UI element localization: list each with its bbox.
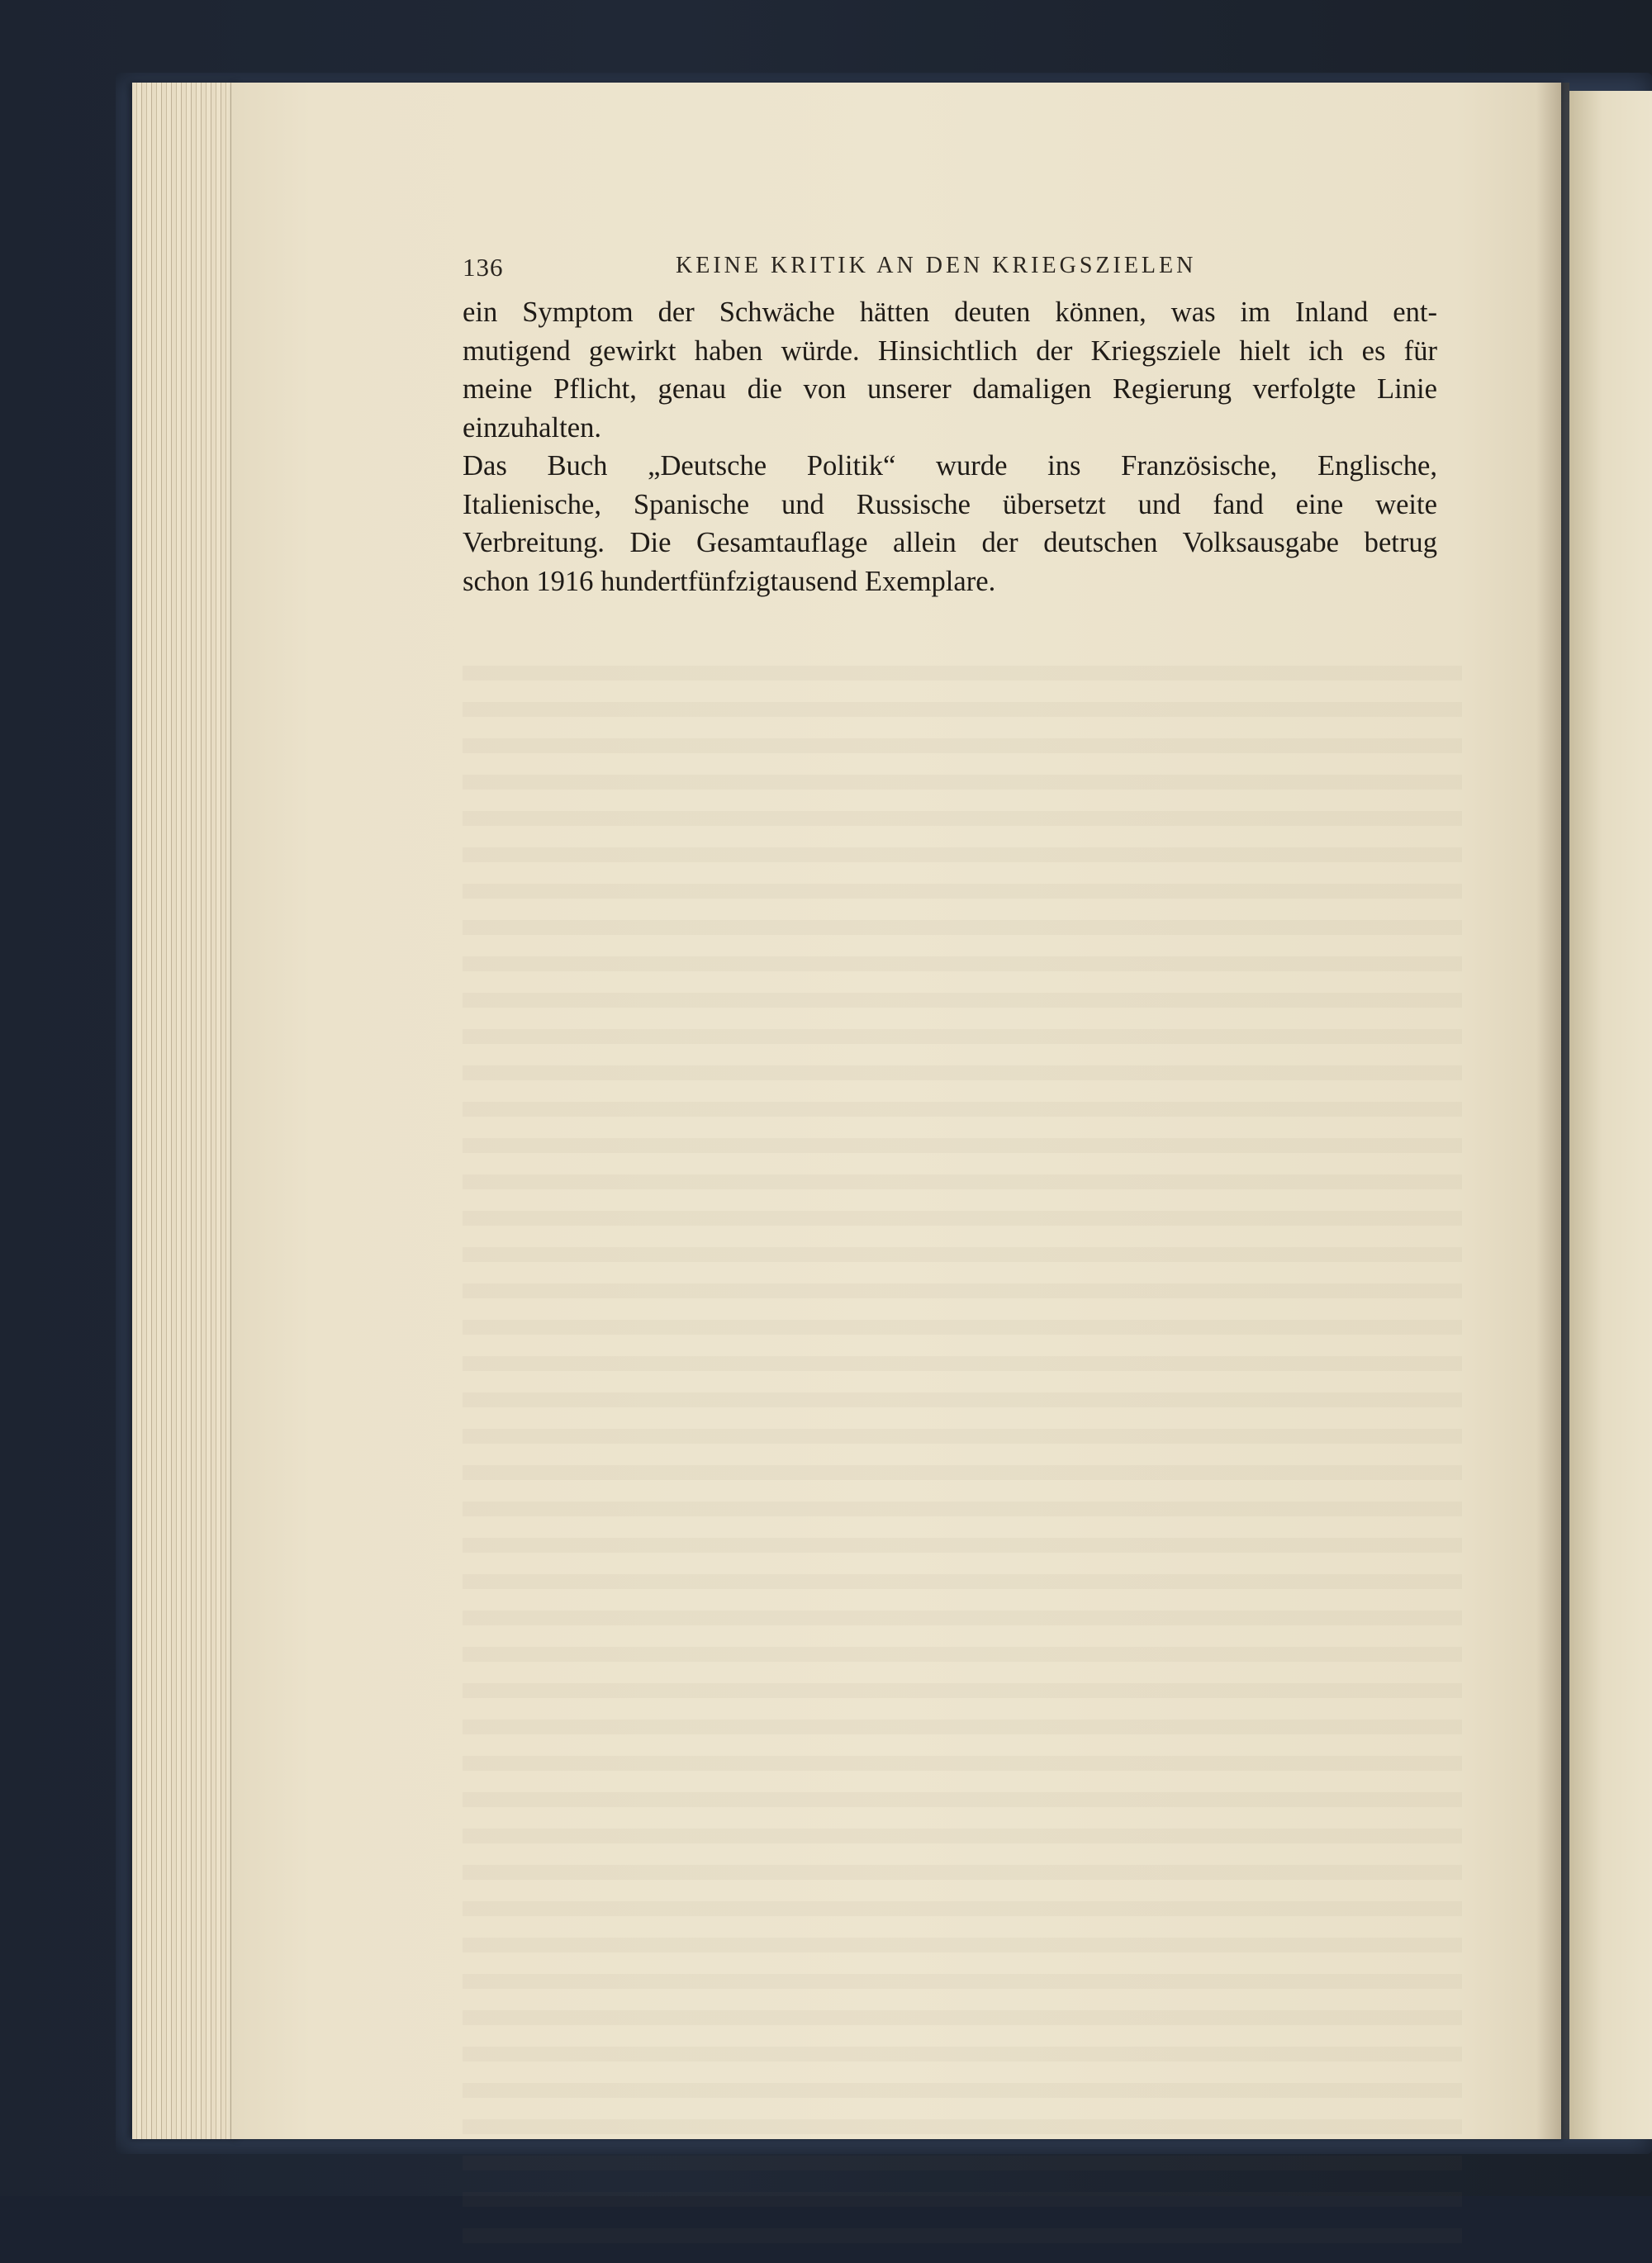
text-line: Italienische, Spanische und Russische übersetzt und fand eine weite [463,488,1437,520]
page-edges [132,83,240,2139]
text-line: schon 1916 hundertfünfzigtausend Exemplare. [463,565,996,597]
paragraph [463,293,1437,447]
gutter-shadow [1536,83,1569,2139]
text-line: ein Symptom der Schwäche hätten deuten können, was im Inland ent- [463,297,1437,328]
paragraph [463,447,1437,600]
show-through-texture [463,644,1462,2263]
text-line: Verbreitung. Die Gesamtauflage allein der deutschen Volksausgabe betrug [463,527,1437,558]
running-head [463,253,1462,286]
body-text [463,293,1437,600]
page-number: 136 [463,253,504,282]
text-line: mutigend gewirkt haben würde. Hinsichtlich der Kriegsziele hielt ich es für [463,334,1437,367]
text-line: einzuhalten. [463,411,602,444]
running-title: KEINE KRITIK AN DEN KRIEGSZIELEN [676,253,1197,278]
text-line: meine Pflicht, genau die von unserer damaligen Regierung verfolgte Linie [463,373,1437,405]
text-line: Das Buch „Deutsche Politik“ wurde ins Französische, Englische, [463,450,1437,482]
next-page-edge [1569,91,1652,2139]
